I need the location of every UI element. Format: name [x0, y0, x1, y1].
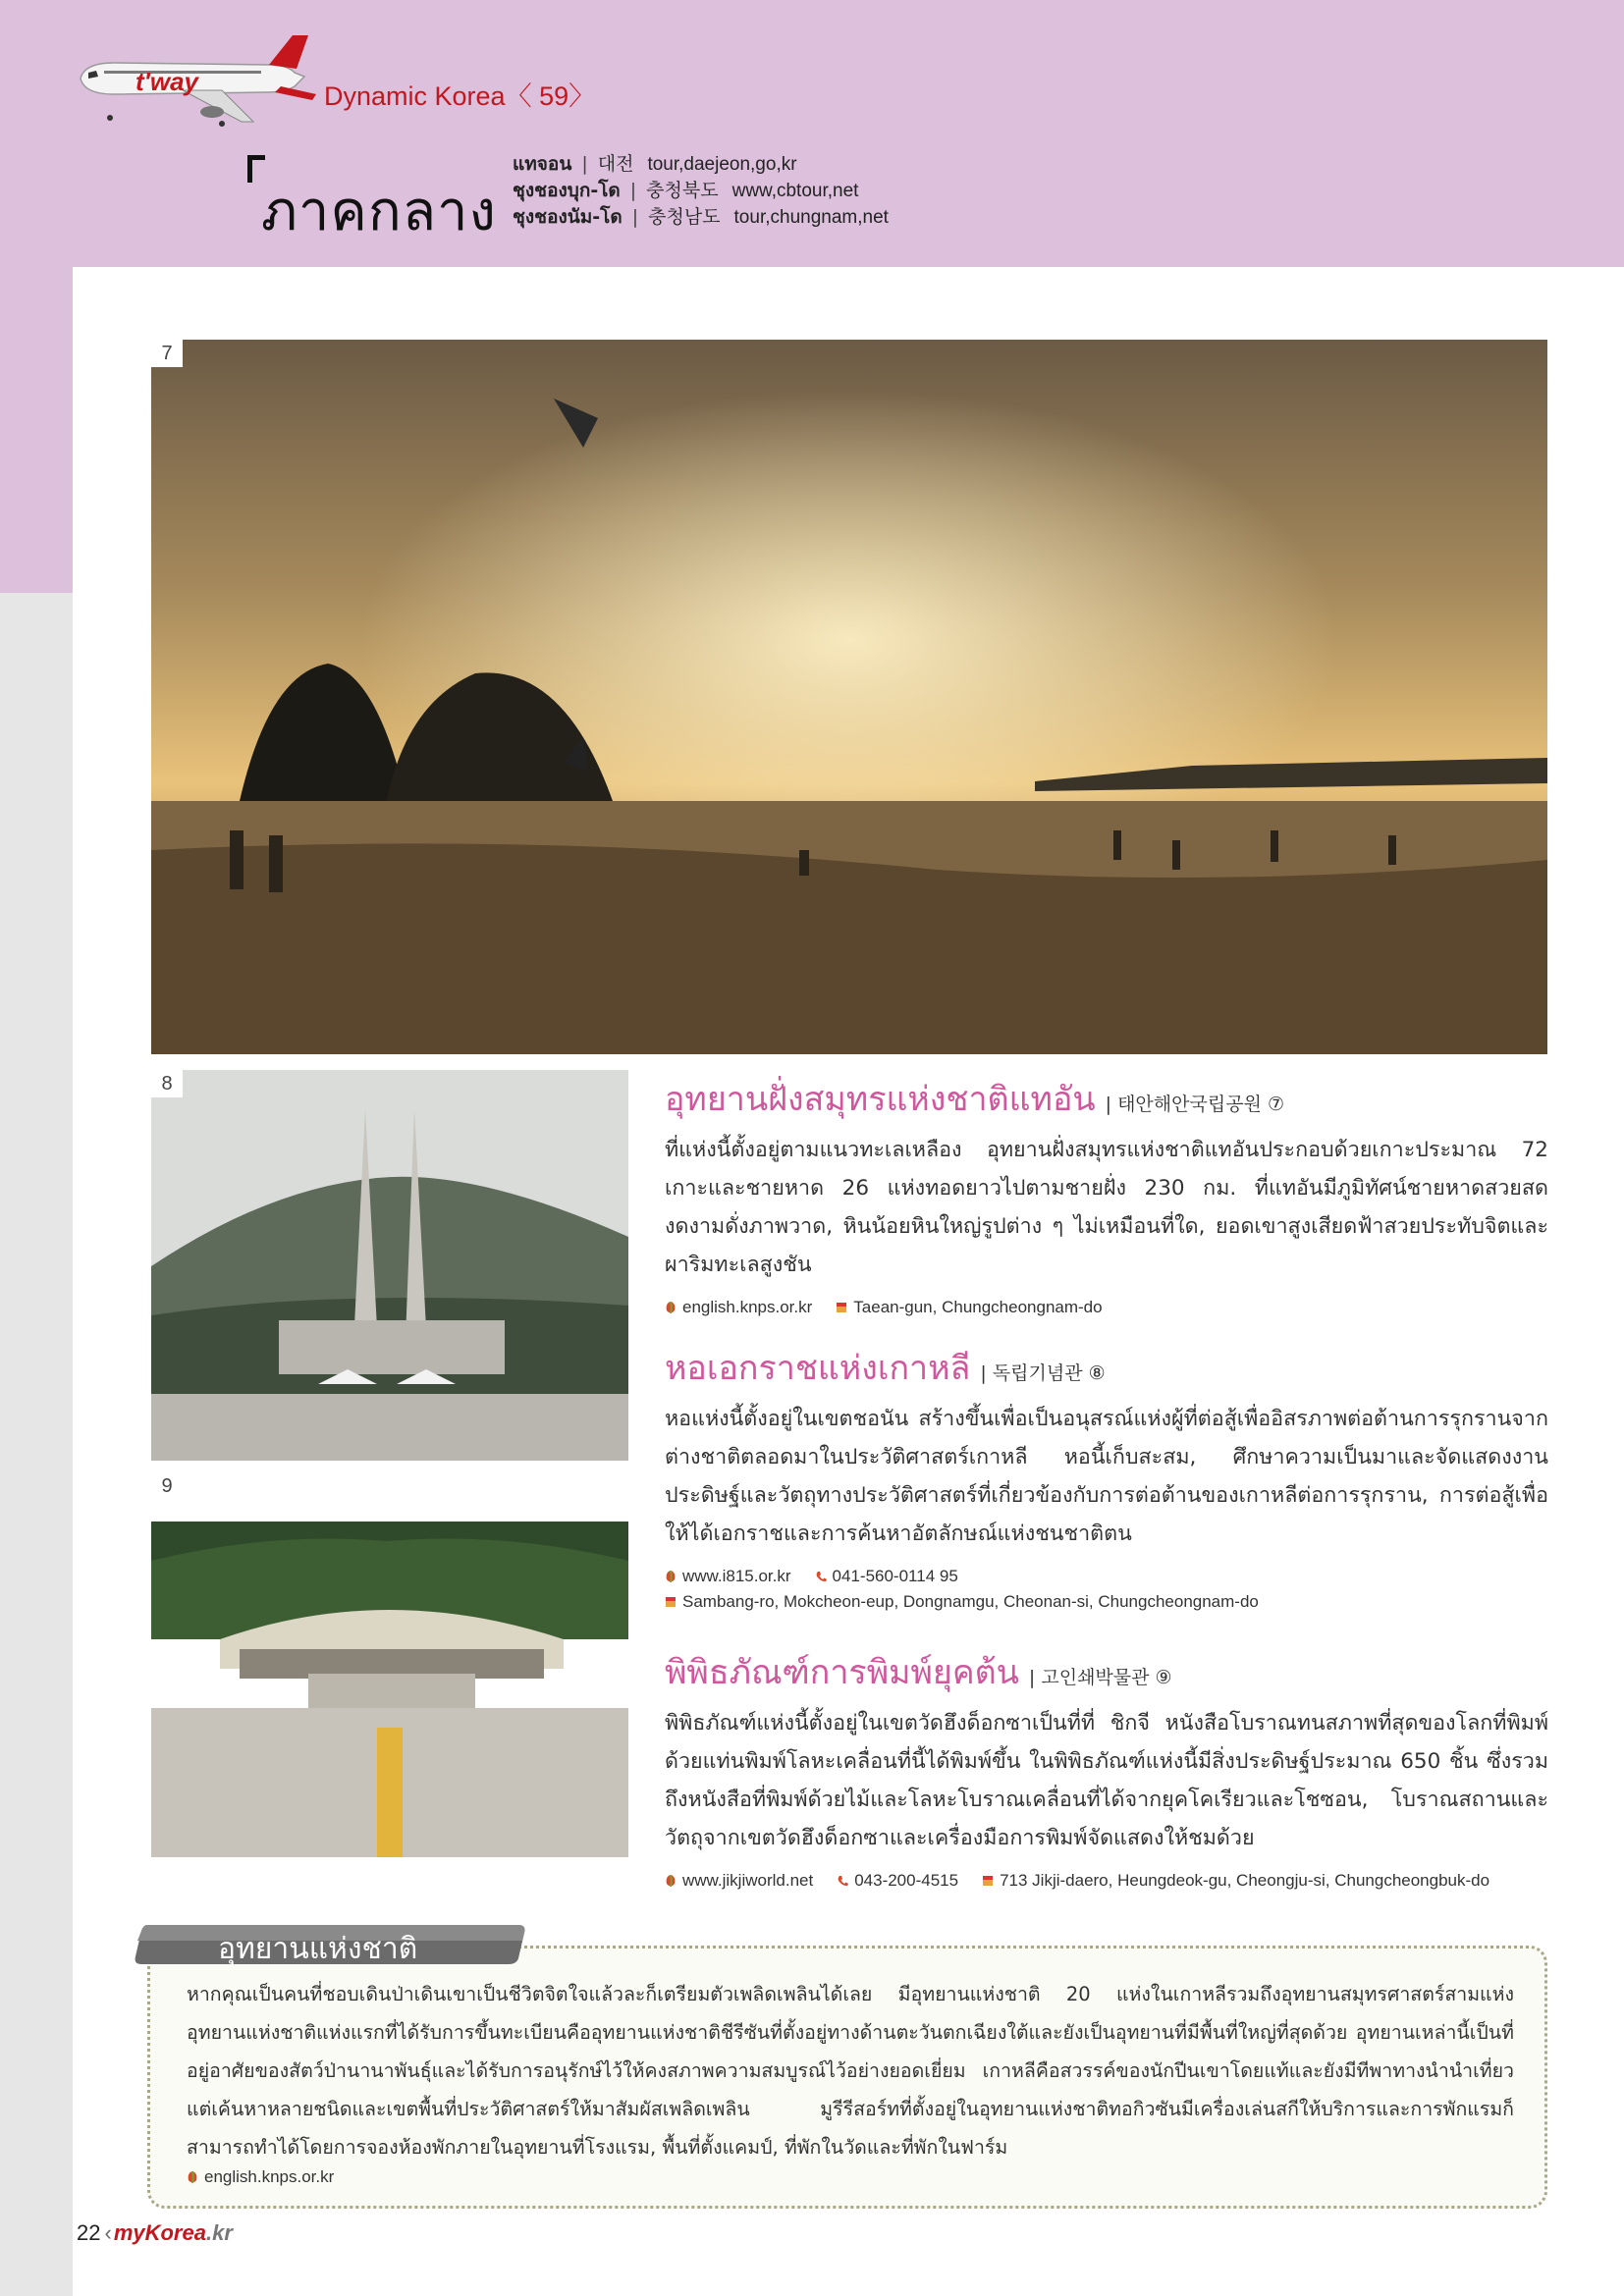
- region-title: ภาคกลาง: [261, 180, 497, 243]
- section-title: หอเอกราชแห่งเกาหลี: [665, 1349, 971, 1388]
- section-korean-name: | 고인쇄박물관 ⑨: [1028, 1667, 1172, 1688]
- web-link[interactable]: english.knps.or.kr: [682, 1298, 813, 1316]
- region-url[interactable]: www,cbtour,net: [731, 181, 859, 201]
- info-web[interactable]: [665, 1871, 813, 1891]
- region-name: ชุงชองบุก-โด: [513, 180, 621, 201]
- web-icon: [665, 1301, 677, 1314]
- web-link[interactable]: www.i815.or.kr: [682, 1567, 791, 1585]
- section-info: [665, 1567, 1548, 1612]
- section-body: ที่แห่งนี้ตั้งอยู่ตามแนวทะเลเหลือง อุทยานฝั่งสมุทรแห่งชาติแทอันประกอบด้วยเกาะประมาณ 72 เกาะและชายหาด 26 แห่งทอดยาวไปตามชายฝั่ง 230 กม. ที่แทอันมีภูมิทัศน์ชายหาดสวยสดงดงามดั่งภาพวาด, หินน้อยหินใหญ่รูปต่าง ๆ ไม่เหมือนที่ใด, ยอดเขาสูงเสียดฟ้าสวยประทับจิตและผาริมทะเลสูงชัน: [665, 1138, 1548, 1277]
- page-number: 22: [77, 2220, 101, 2245]
- section-info: [665, 1871, 1548, 1891]
- info-address: [836, 1298, 1102, 1317]
- region-korean: 대전: [597, 153, 634, 175]
- photo-independence-hall: [151, 1070, 628, 1461]
- info-address: [665, 1592, 1548, 1612]
- separator: |: [629, 180, 637, 201]
- web-link[interactable]: english.knps.or.kr: [204, 2167, 335, 2186]
- photo-number: 8: [151, 1070, 183, 1097]
- separator: |: [631, 206, 639, 228]
- page-footer: [77, 2220, 233, 2246]
- section-taean: [665, 1072, 1548, 1317]
- map-icon: [982, 1874, 994, 1888]
- address-text: 713 Jikji-daero, Heungdeok-gu, Cheongju-si, Chungcheongbuk-do: [1000, 1871, 1490, 1890]
- section-korean-name: | 독립기념관 ⑧: [980, 1362, 1106, 1384]
- section-info: [665, 1298, 1548, 1317]
- region-korean: 충청북도: [646, 180, 719, 201]
- web-link[interactable]: www.jikjiworld.net: [682, 1871, 814, 1890]
- map-icon: [836, 1301, 847, 1314]
- region-list: [513, 151, 889, 231]
- web-icon: [665, 1874, 677, 1888]
- photo-number: 7: [151, 340, 183, 367]
- phone-text[interactable]: 043-200-4515: [854, 1871, 959, 1890]
- brand-suffix: .kr: [205, 2220, 233, 2245]
- region-korean: 충청남도: [648, 206, 721, 228]
- photo-taean-beach: [151, 340, 1547, 1054]
- info-web[interactable]: [665, 1567, 791, 1586]
- svg-text:t'way: t'way: [135, 67, 198, 96]
- photo-number: 9: [151, 1472, 183, 1500]
- photo-printing-museum: [151, 1472, 628, 1857]
- airplane-logo: [75, 33, 330, 132]
- region-name: ชุงชองนัม-โด: [513, 206, 623, 228]
- region-row-chungnam: [513, 204, 889, 231]
- region-row-chungbuk: [513, 178, 889, 204]
- left-band-pink: [0, 267, 73, 593]
- address-text: Taean-gun, Chungcheongnam-do: [853, 1298, 1103, 1316]
- section-independence-hall: [665, 1341, 1548, 1612]
- section-korean-name: | 태안해안국립공원 ⑦: [1105, 1094, 1284, 1115]
- web-icon: [187, 2170, 198, 2184]
- national-parks-title: อุทยานแห่งชาติ: [218, 1932, 418, 1966]
- brand-logo: myKorea: [113, 2220, 206, 2245]
- phone-icon: [837, 1874, 848, 1888]
- section-body: หอแห่งนี้ตั้งอยู่ในเขตชอนัน สร้างขึ้นเพื่อเป็นอนุสรณ์แห่งผู้ที่ต่อสู้เพื่ออิสรภาพต่อต้านการรุกรานจากต่างชาติตลอดมาในประวัติศาสตร์เกาหลี หอนี้เก็บสะสม, ศึกษาความเป็นมาและจัดแสดงงานประดิษฐ์และวัตถุทางประวัติศาสตร์ที่เกี่ยวข้องกับการต่อต้านของเกาหลีต่อการรุกราน, การต่อสู้เพื่อให้ได้เอกราชและการค้นหาอัตลักษณ์แห่งชนชาติตน: [665, 1407, 1548, 1546]
- info-phone[interactable]: [837, 1871, 958, 1891]
- web-icon: [665, 1570, 677, 1583]
- page-separator: ‹: [104, 2220, 112, 2245]
- section-heading: [665, 1341, 1548, 1394]
- phone-text[interactable]: 041-560-0114 95: [832, 1567, 958, 1585]
- address-text: Sambang-ro, Mokcheon-eup, Dongnamgu, Cheonan-si, Chungcheongnam-do: [682, 1592, 1259, 1611]
- info-address: [982, 1871, 1489, 1891]
- section-heading: [665, 1645, 1548, 1698]
- national-parks-body: หากคุณเป็นคนที่ชอบเดินป่าเดินเขาเป็นชีวิตจิตใจแล้วละก็เตรียมตัวเพลิดเพลินได้เลย มีอุทยานแห่งชาติ 20 แห่งในเกาหลีรวมถึงอุทยานสมุทรศาสตร์สามแห่ง อุทยานแห่งชาติแห่งแรกที่ได้รับการขึ้นทะเบียนคืออุทยานแห่งชาติชีรีซันที่ตั้งอยู่ทางด้านตะวันตกเฉียงใต้และยังเป็นอุทยานที่มีพื้นที่ใหญ่ที่สุดด้วย อุทยานเหล่านี้เป็นที่อยู่อาศัยของสัตว์ป่านานาพันธุ์และได้รับการอนุรักษ์ไว้ให้คงสภาพความสมบูรณ์ไว้อย่างยอดเยี่ยม เกาหลีคือสวรรค์ของนักปีนเขาโดยแท้และยังมีทีพาทางนำนำเที่ยวแต่เค้นหาหลายชนิดและเขตพื้นที่ประวัติศาสตร์ให้มาสัมผัสเพลิดเพลิน มูรีรีสอร์ทที่ตั้งอยู่ในอุทยานแห่งชาติทอกิวซันมีเครื่องเล่นสกีให้บริการและการพักแรมก็สามารถทำได้โดยการจองห้องพักภายในอุทยานที่โรงแรม, พื้นที่ตั้งแคมป์, ที่พักในวัดและที่พักในฟาร์ม: [187, 1983, 1514, 2159]
- section-title: พิพิธภัณฑ์การพิมพ์ยุคต้น: [665, 1653, 1019, 1692]
- series-title: Dynamic Korea〈 59〉: [324, 81, 596, 111]
- phone-icon: [815, 1570, 827, 1583]
- map-icon: [665, 1595, 677, 1609]
- region-name: แทจอน: [513, 153, 572, 175]
- info-web[interactable]: [665, 1298, 812, 1317]
- region-url[interactable]: tour,chungnam,net: [733, 207, 889, 228]
- info-phone[interactable]: [815, 1567, 958, 1586]
- section-title: อุทยานฝั่งสมุทรแห่งชาติแทอัน: [665, 1080, 1096, 1119]
- section-body: พิพิธภัณฑ์แห่งนี้ตั้งอยู่ในเขตวัดฮึงด็อกซาเป็นที่ที่ ชิกจี หนังสือโบราณทนสภาพที่สุดของโลกที่พิมพ์ด้วยแท่นพิมพ์โลหะเคลื่อนที่นี้ได้พิมพ์ขึ้น ในพิพิธภัณฑ์แห่งนี้มีสิ่งประดิษฐ์ประมาณ 650 ชิ้น ซึ่งรวมถึงหนังสือที่พิมพ์ด้วยไม้และโลหะโบราณเคลื่อนที่ได้จากยุคโคเรียวและโชซอน, โบราณสถานและวัตถุจากเขตวัดฮึงด็อกซาและเครื่องมือการพิมพ์จัดแสดงให้ชมด้วย: [665, 1711, 1548, 1850]
- region-row-daejeon: [513, 151, 889, 178]
- left-band-grey: [0, 593, 73, 2296]
- section-printing-museum: [665, 1645, 1548, 1891]
- separator: |: [581, 153, 588, 175]
- section-heading: [665, 1072, 1548, 1125]
- region-url[interactable]: tour,daejeon,go,kr: [647, 154, 797, 175]
- national-parks-web[interactable]: [187, 2167, 334, 2187]
